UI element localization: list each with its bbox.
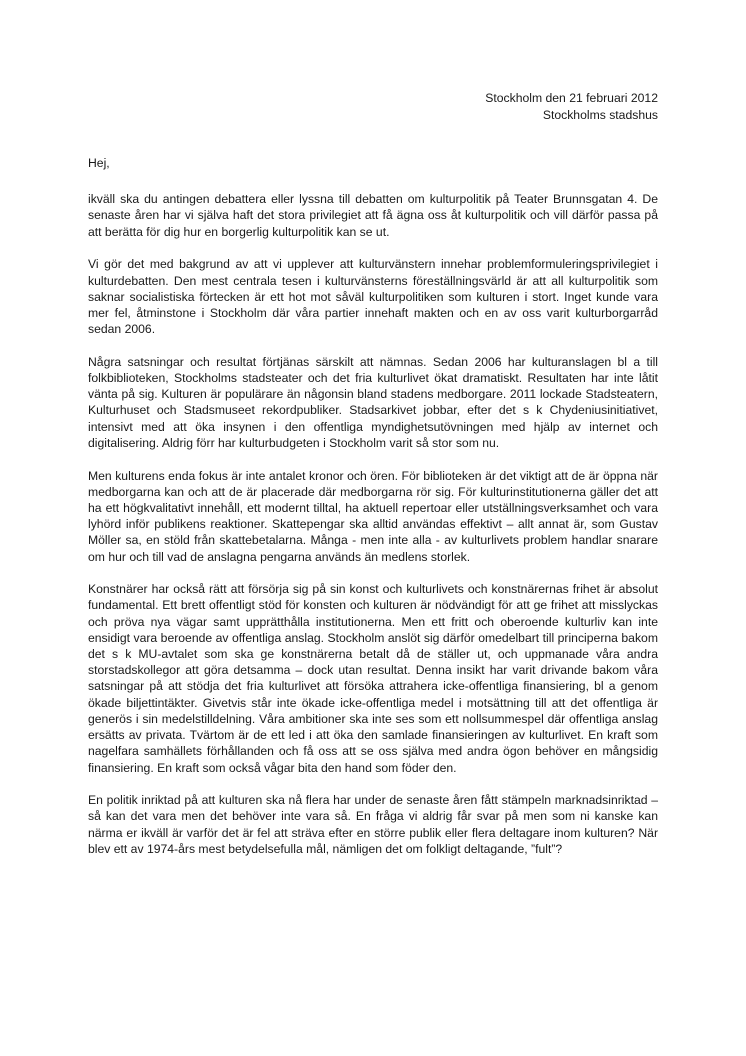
letter-header xyxy=(485,90,658,124)
greeting: Hej, xyxy=(88,156,110,170)
paragraph-2: Vi gör det med bakgrund av att vi upplever att kulturvänstern innehar problemformuleringsprivilegiet i kulturdebatten. Den mest centrala tesen i kulturvänsterns föreställningsvärld är att all kulturpolitik som saknar socialistiska förtecken är ett hot mot såväl kulturpolitiken som kulturen i stort. Inget kunde vara mer fel, åtminstone i Stockholm där våra partier innehaft makten och en av oss varit kulturborgarråd sedan 2006. xyxy=(88,257,658,337)
paragraph-4: Men kulturens enda fokus är inte antalet kronor och ören. För biblioteken är det viktigt att de är öppna när medborgarna kan och att de är placerade där medborgarna rör sig. För kulturinstitutionerna gäller det att ha ett högkvalitativt innehåll, ett modernt tilltal, ha aktuell repertoar eller utställningsverksamhet och vara lyhörd inför publikens reaktioner. Skattepengar ska alltid användas effektivt – allt annat är, som Gustav Möller sa, en stöld från skattebetalarna. Många - men inte alla - av kulturlivets problem handlar snarare om hur och till vad de anslagna pengarna används än medlens storlek. xyxy=(88,468,658,564)
letter-body xyxy=(88,155,658,874)
place-date: Stockholm den 21 februari 2012 xyxy=(485,91,658,105)
paragraph-1: ikväll ska du antingen debattera eller lyssna till debatten om kulturpolitik på Teater Brunnsgatan 4. De senaste åren har vi själva haft det stora privilegiet att få ägna oss åt kulturpolitik och vill därför passa på att berätta för dig hur en borgerlig kulturpolitik kan se ut. xyxy=(88,192,658,239)
paragraph-3: Några satsningar och resultat förtjänas särskilt att nämnas. Sedan 2006 har kulturanslagen bl a till folkbiblioteken, Stockholms stadsteater och det fria kulturlivet ökat dramatiskt. Resultaten har inte låtit vänta på sig. Kulturen är populärare än någonsin bland stadens medborgare. 2011 lockade Stadsteatern, Kulturhuset och Stadsmuseet rekordpubliker. Stadsarkivet jobbar, efter det s k Chydeniusinitiativet, intensivt med att öka insynen i den offentliga myndighetsutövningen med hjälp av internet och digitalisering. Aldrig förr har kulturbudgeten i Stockholm varit så stor som nu. xyxy=(88,354,658,450)
location: Stockholms stadshus xyxy=(542,108,658,122)
paragraph-6: En politik inriktad på att kulturen ska nå flera har under de senaste åren fått stämpeln marknadsinriktad – så kan det vara men det behöver inte vara så. En fråga vi aldrig får svar på men som ni kanske kan närma er ikväll är varför det är fel att sträva efter en större publik eller flera deltagare inom kulturen? När blev ett av 1974-års mest betydelsefulla mål, nämligen det om folkligt deltagande, ”fult”? xyxy=(88,793,658,856)
paragraph-5: Konstnärer har också rätt att försörja sig på sin konst och kulturlivets och konstnärernas frihet är absolut fundamental. Ett brett offentligt stöd för konsten och kulturen är nödvändigt för att ge frihet att misslyckas och pröva nya vägar samt upprätthålla institutionerna. Men ett fritt och oberoende kulturliv kan inte ensidigt vara beroende av offentliga anslag. Stockholm anslöt sig därför omedelbart till principerna bakom det s k MU-avtalet som ska ge konstnärerna betalt då de ställer ut, och uppmanade våra andra storstadskollegor att göra detsamma – dock utan resultat. Denna insikt har varit drivande bakom våra satsningar på att stödja det fria kulturlivet att försöka attrahera icke-offentliga finansiering, bl a genom ökade biljettintäkter. Givetvis står inte ökade icke-offentliga medel i motsättning till att det offentliga är generös i sin medelstilldelning. Våra ambitioner ska inte ses som ett nollsummespel där offentliga anslag ersätts av privata. Tvärtom är de ett led i att öka den samlade finansieringen av kulturlivet. En kraft som nagelfara samhällets förhållanden och få oss att se oss själva med andra ögon behöver en mångsidig finansiering. En kraft som också vågar bita den hand som föder den. xyxy=(88,582,658,775)
